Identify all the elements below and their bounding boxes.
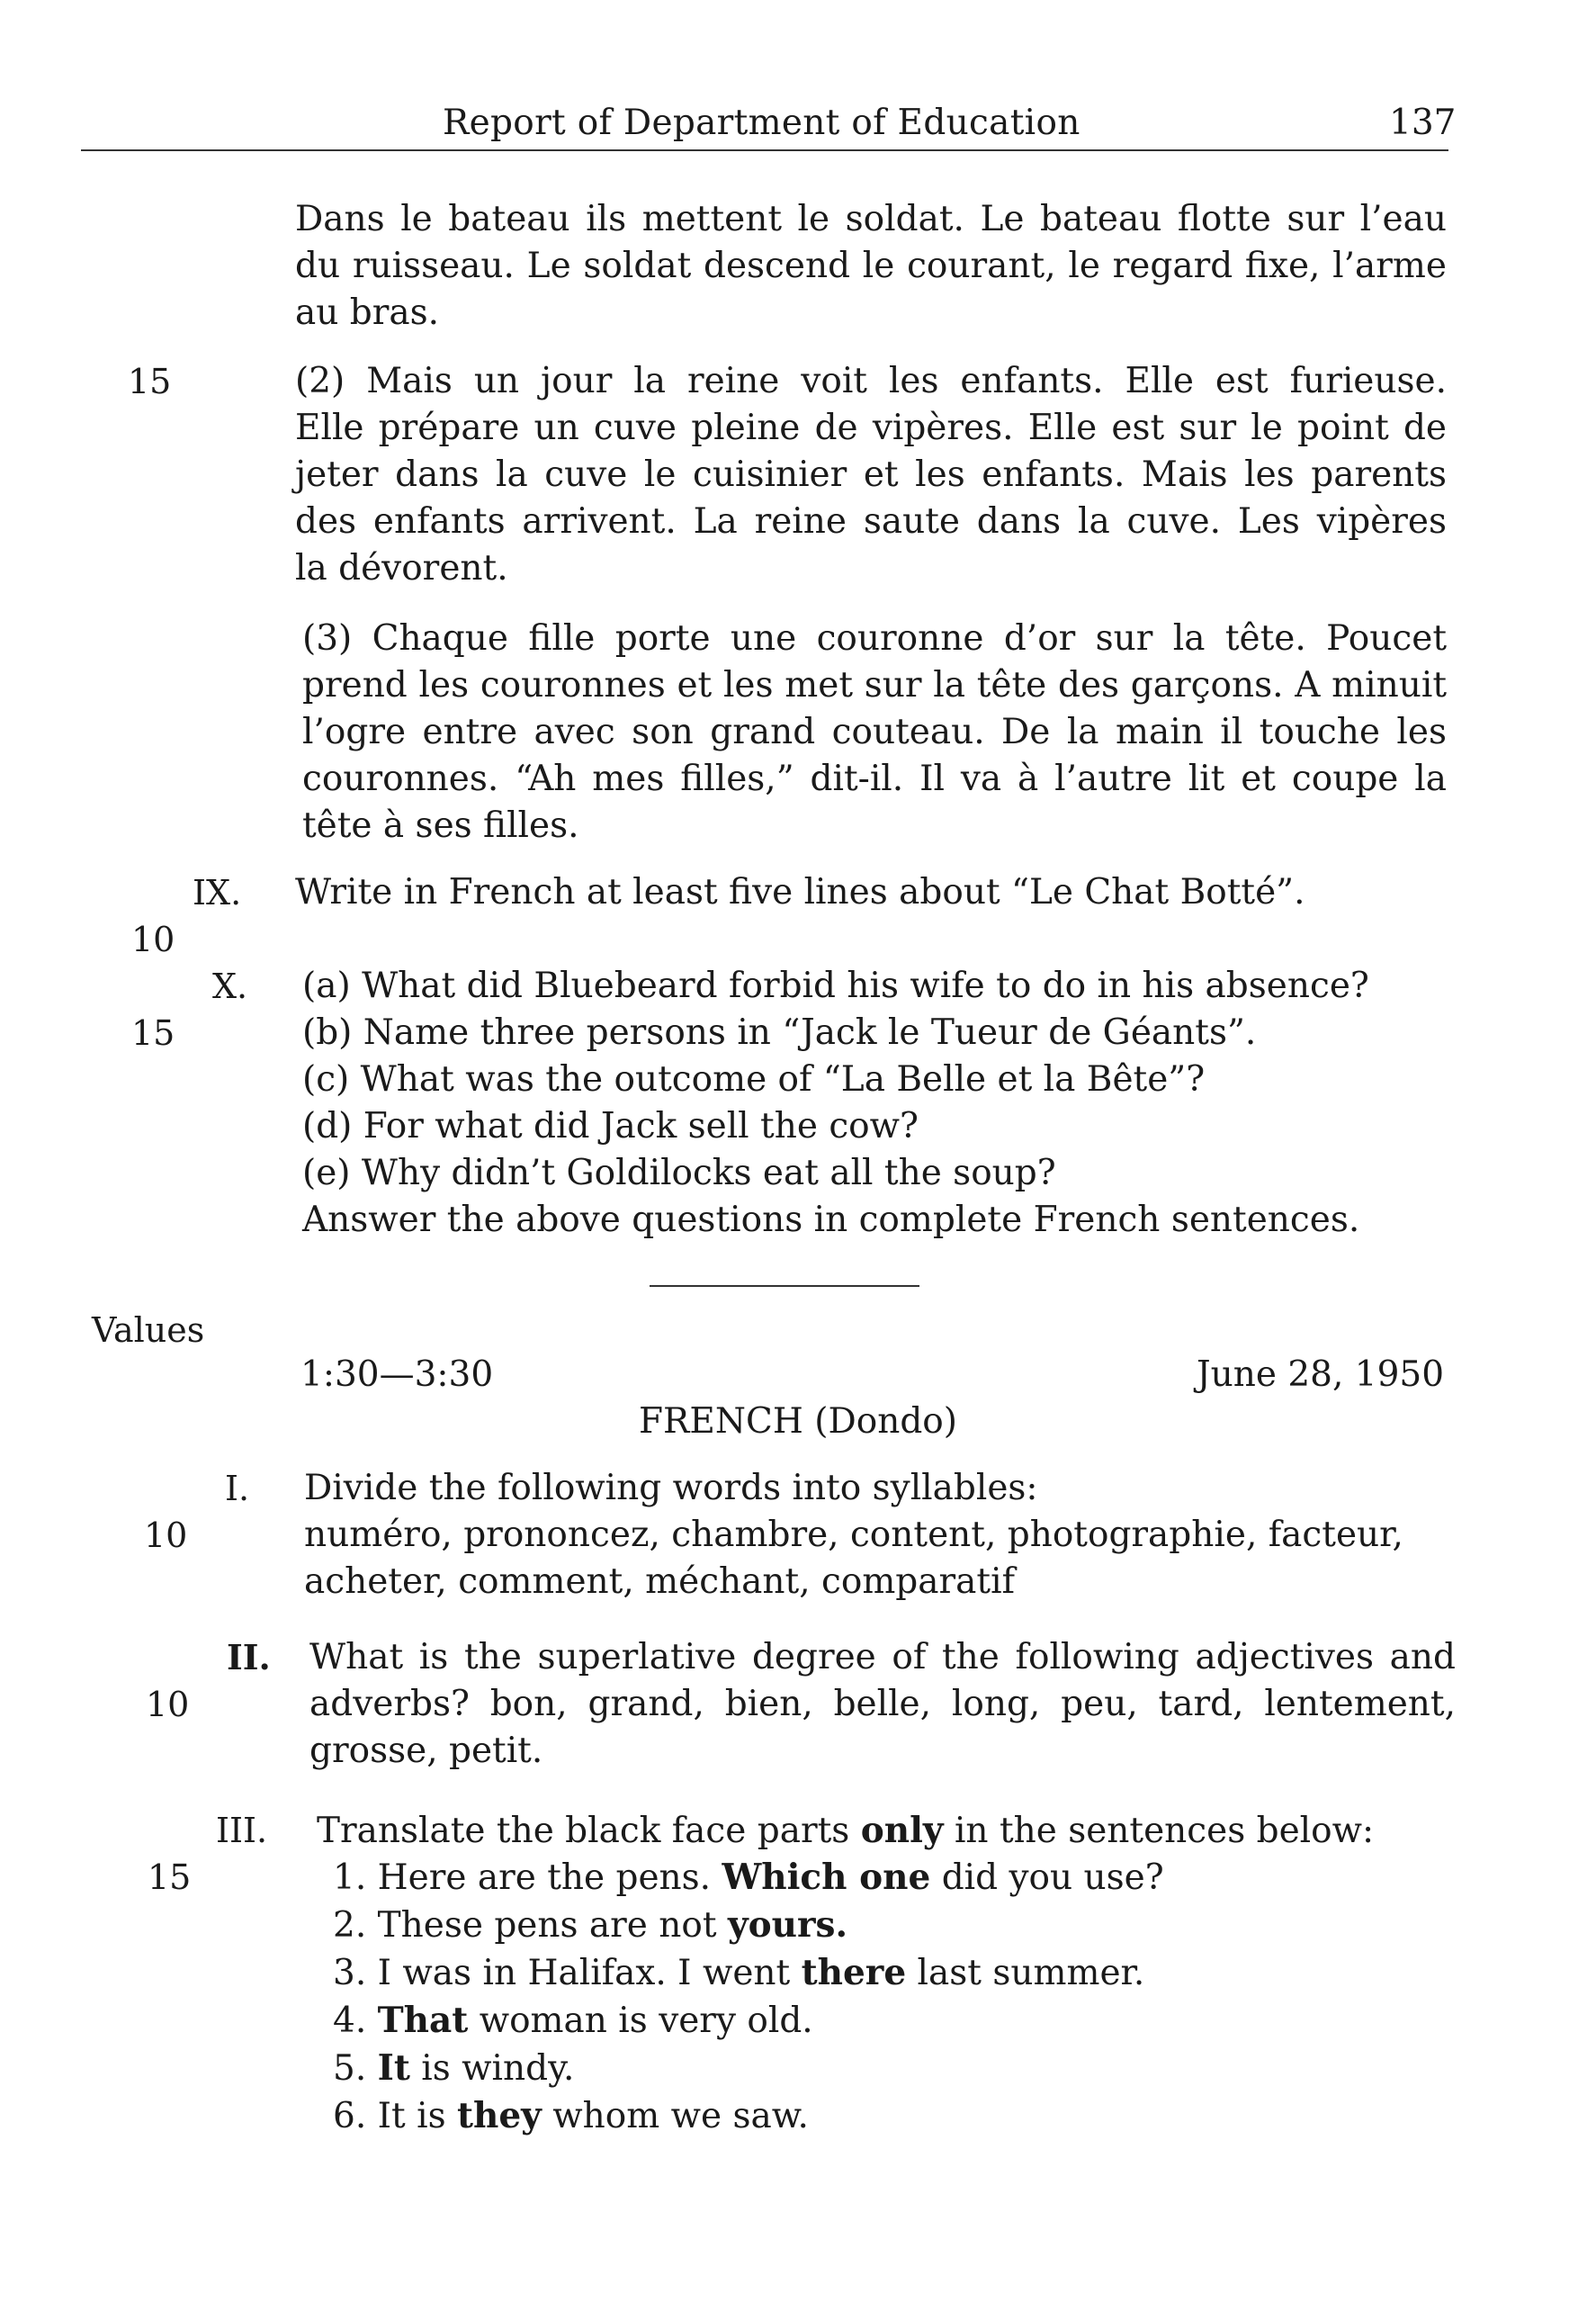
question-item: (b) Name three persons in “Jack le Tueur de Géants”. [302, 1012, 1257, 1053]
item-bold: they [456, 2095, 542, 2136]
exam-time: 1:30—3:30 [300, 1354, 494, 1395]
item-text: It is [377, 2096, 457, 2136]
question-line: Divide the following words into syllables: [304, 1468, 1038, 1508]
item-text: whom we saw. [541, 2096, 809, 2136]
item-number: 6. [333, 2096, 367, 2136]
passage-2 [295, 358, 1447, 592]
passage-line: Dans le bateau ils mettent le soldat. Le bateau flotte sur l’eau [295, 199, 1447, 239]
item-bold: yours. [727, 1904, 848, 1946]
question-numeral: X. [212, 967, 248, 1006]
passage-intro [295, 196, 1447, 337]
item-text: Here are the pens. [377, 1857, 722, 1898]
passage-line: l’ogre entre avec son grand couteau. De la main il touche les [302, 712, 1447, 752]
instruction-bold: only [860, 1810, 944, 1851]
item-bold: That [377, 2000, 469, 2041]
question-line: What is the superlative degree of the following adjectives and [309, 1637, 1456, 1677]
passage-line: des enfants arrivent. La reine saute dans la cuve. Les vipères [295, 501, 1447, 542]
value-mark: 15 [148, 1857, 192, 1897]
question-line: acheter, comment, méchant, comparatif [304, 1561, 1015, 1602]
passage-line: du ruisseau. Le soldat descend le courant, le regard fixe, l’arme [295, 246, 1447, 286]
item-number: 2. [333, 1905, 367, 1946]
value-mark: 10 [144, 1515, 188, 1555]
question-line: grosse, petit. [309, 1731, 543, 1771]
exam-question-1 [304, 1465, 1465, 1605]
question-10-items [302, 963, 1463, 1244]
header-rule [81, 149, 1448, 151]
passage-line: (2) Mais un jour la reine voit les enfants. Elle est furieuse. [295, 361, 1447, 401]
item-number: 1. [333, 1857, 367, 1898]
question-9-text: Write in French at least five lines about “Le Chat Botté”. [295, 872, 1305, 913]
running-header-title: Report of Department of Education [443, 103, 1080, 143]
passage-line: au bras. [295, 292, 440, 333]
value-mark: 10 [131, 920, 175, 959]
passage-line: prend les couronnes et les met sur la tête des garçons. A minuit [302, 665, 1447, 706]
item-bold: there [801, 1952, 907, 1993]
translation-item [333, 2045, 1493, 2092]
translation-item [333, 1902, 1493, 1949]
item-number: 5. [333, 2048, 367, 2089]
translation-item [333, 1854, 1493, 1902]
item-bold: Which one [722, 1857, 931, 1898]
item-number: 3. [333, 1953, 367, 1993]
translation-item [333, 1949, 1493, 1997]
item-text: woman is very old. [468, 2001, 813, 2041]
passage-line: la dévorent. [295, 548, 508, 589]
question-line: adverbs? bon, grand, bien, belle, long, peu, tard, lentement, [309, 1684, 1456, 1724]
translation-item [333, 2092, 1493, 2140]
item-number: 4. [333, 2001, 367, 2041]
question-line: numéro, prononcez, chambre, content, photographie, facteur, [304, 1515, 1403, 1555]
page-number: 137 [1389, 103, 1457, 143]
section-separator [650, 1285, 919, 1287]
question-item: (a) What did Bluebeard forbid his wife to do in his absence? [302, 966, 1369, 1006]
passage-line: (3) Chaque fille porte une couronne d’or sur la tête. Poucet [302, 618, 1447, 659]
passage-line: Elle prépare un cuve pleine de vipères. Elle est sur le point de [295, 408, 1447, 448]
value-mark: 15 [128, 362, 172, 401]
passage-3 [302, 616, 1447, 850]
instruction-text: Translate the black face parts [317, 1811, 861, 1851]
exam-date: June 28, 1950 [1197, 1354, 1445, 1395]
translation-items [333, 1854, 1493, 2140]
passage-line: tête à ses filles. [302, 805, 579, 846]
item-text: I was in Halifax. I went [377, 1953, 802, 1993]
question-numeral: I. [225, 1469, 250, 1508]
question-item: (c) What was the outcome of “La Belle et la Bête”? [302, 1059, 1206, 1100]
item-text: did you use? [930, 1857, 1164, 1898]
passage-line: couronnes. “Ah mes filles,” dit-il. Il va à l’autre lit et coupe la [302, 759, 1447, 799]
instruction-text: in the sentences below: [943, 1811, 1375, 1851]
question-item: (d) For what did Jack sell the cow? [302, 1106, 919, 1147]
question-numeral: II. [227, 1637, 271, 1677]
question-item: Answer the above questions in complete French sentences. [302, 1200, 1360, 1240]
item-text: last summer. [906, 1953, 1145, 1993]
value-mark: 10 [146, 1685, 190, 1724]
item-text: These pens are not [377, 1905, 728, 1946]
question-item: (e) Why didn’t Goldilocks eat all the soup? [302, 1153, 1056, 1193]
exam-title: FRENCH (Dondo) [638, 1401, 957, 1442]
question-numeral: III. [216, 1811, 268, 1850]
item-text: is windy. [409, 2048, 575, 2089]
exam-question-2 [309, 1634, 1456, 1775]
passage-line: jeter dans la cuve le cuisinier et les enfants. Mais les parents [295, 454, 1447, 495]
value-mark: 15 [131, 1013, 175, 1053]
values-label: Values [92, 1310, 205, 1350]
translation-item [333, 1997, 1493, 2045]
exam-question-3-instruction [317, 1807, 1374, 1855]
question-numeral: IX. [193, 873, 242, 913]
item-bold: It [377, 2047, 410, 2089]
